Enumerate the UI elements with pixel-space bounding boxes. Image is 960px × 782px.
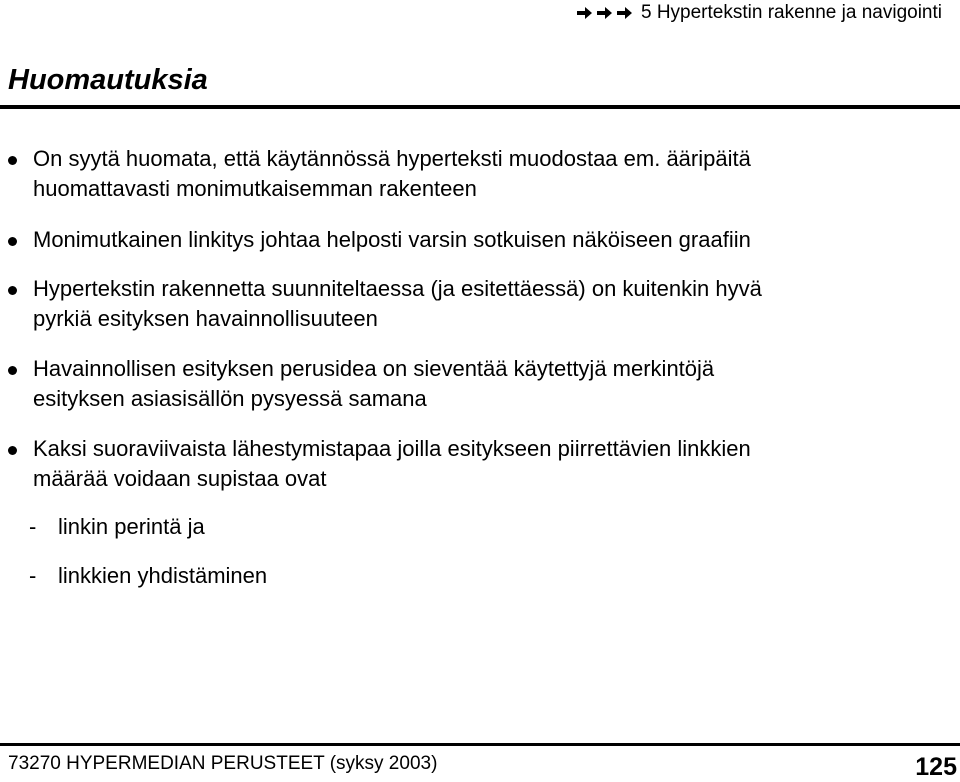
footer-divider (0, 743, 960, 746)
right-arrow-icon (616, 6, 633, 20)
bullet-icon (8, 446, 17, 455)
page-title: Huomautuksia (8, 64, 208, 96)
item-text-line: On syytä huomata, että käytännössä hyperteksti muodostaa em. ääripäitä (33, 146, 751, 171)
item-text-line: Monimutkainen linkitys johtaa helposti varsin sotkuisen näköiseen graafiin (33, 227, 751, 252)
right-arrow-icon (596, 6, 613, 20)
sub-item-text: linkkien yhdistäminen (58, 563, 268, 588)
dash-marker: - (29, 514, 37, 539)
bullet-icon (8, 366, 17, 375)
title-divider (0, 105, 960, 109)
item-text-line: määrää voidaan supistaa ovat (33, 466, 327, 491)
dash-marker: - (29, 563, 37, 588)
arrow-group (576, 6, 633, 20)
item-text-line: Kaksi suoraviivaista lähestymistapaa joilla esitykseen piirrettävien linkkien (33, 436, 751, 461)
bullet-icon (8, 237, 17, 246)
section-header (576, 0, 942, 26)
item-text-line: esityksen asiasisällön pysyessä samana (33, 386, 427, 411)
item-text-line: Havainnollisen esityksen perusidea on sieventää käytettyjä merkintöjä (33, 356, 715, 381)
course-footer: 73270 HYPERMEDIAN PERUSTEET (syksy 2003) (8, 753, 438, 774)
bullet-icon (8, 156, 17, 165)
bullet-icon (8, 286, 17, 295)
page-number: 125 (915, 753, 957, 781)
item-text-line: huomattavasti monimutkaisemman rakenteen (33, 176, 477, 201)
item-text-line: pyrkiä esityksen havainnollisuuteen (33, 306, 378, 331)
item-text-line: Hypertekstin rakennetta suunniteltaessa (ja esitettäessä) on kuitenkin hyvä (33, 276, 762, 301)
sub-item-text: linkin perintä ja (58, 514, 205, 539)
section-title: 5 Hypertekstin rakenne ja navigointi (640, 2, 942, 23)
right-arrow-icon (576, 6, 593, 20)
